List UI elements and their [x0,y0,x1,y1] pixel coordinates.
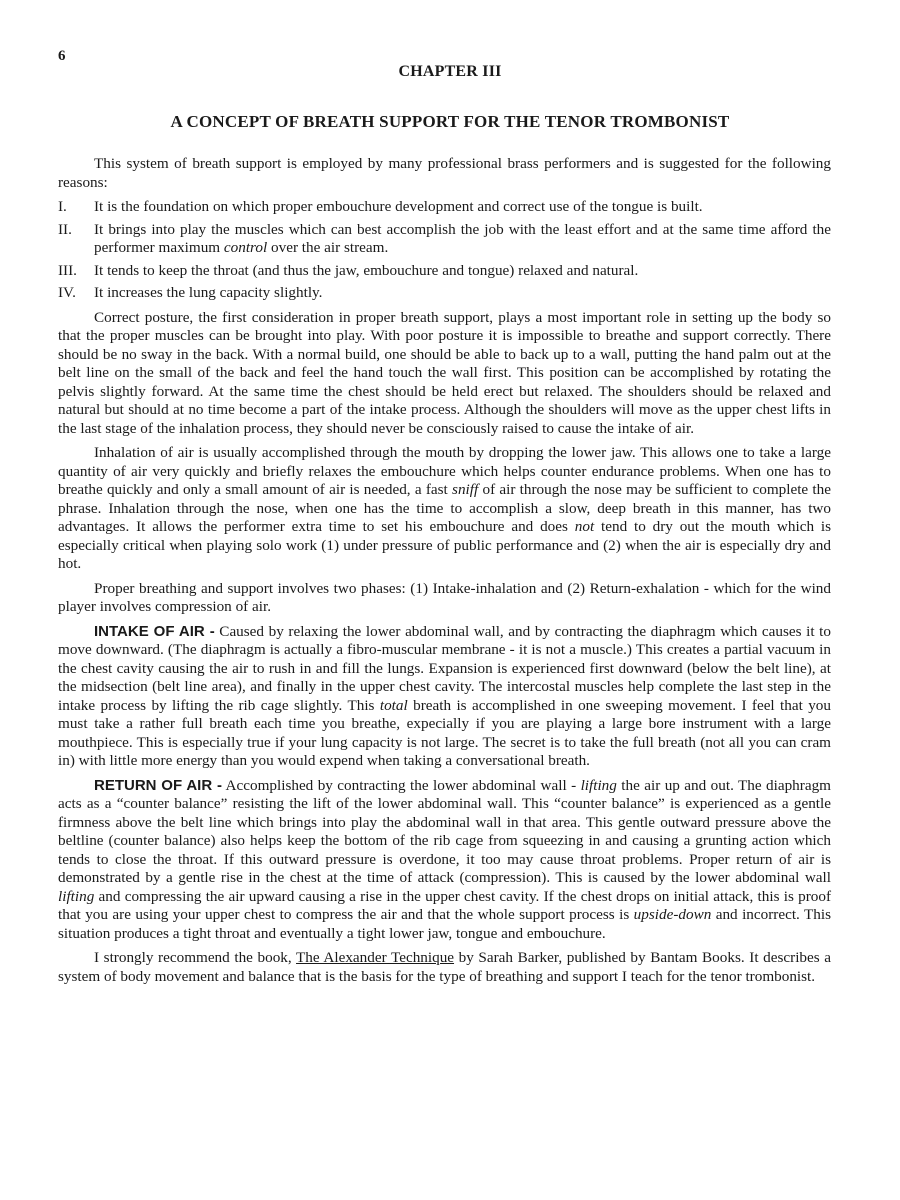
intake-paragraph [58,623,831,771]
list-text [94,221,831,258]
posture-paragraph: Correct posture, the first consideration in proper breath support, plays a most important role in setting up the body so that the proper muscles can be brought into play. With poor posture it is impossible to breathe and support correctly. There should be no sway in the back. With a normal build, one should be able to back up to a wall, putting the hand palm out at the belt line on the small of the back and feel the hand touch the wall first. This position can be accomplished by rotating the pelvis slightly forward. At the same time the chest should be held erect but relaxed. The shoulders should be relaxed and natural but should at no time become a part of the intake process. Although the shoulders will move as the upper chest lifts in the last stage of the inhalation process, they should never be consciously raised to cause the intake of air. [58,308,831,437]
list-item [58,284,831,303]
text-run: breath is accomplished in one sweeping movement. I feel that you must take a rather full breath each time you breathe, expecially if you are playing a large bore instrument with a large mouthpiece. This is especially true if your lung capacity is not large. The secret is to take the full breath (not all you can cram in) with little more energy than you would expend when taking a conversational breath. [58,696,831,769]
recommendation-paragraph [58,949,831,986]
body-text [58,155,831,992]
text-run: I strongly recommend the book, [94,949,297,966]
book-title: The Alexander Technique [296,949,455,966]
text-run: over the air stream. [267,239,389,256]
emphasis-text: lifting [58,887,95,905]
list-number: II. [58,220,72,238]
text-run: by Sarah Barker, published by Bantam Books. It describes a system of body movement and balance that is the basis for the type of breathing and support I teach for the tenor trombonist. [58,949,832,985]
list-number: IV. [58,284,76,301]
text-run: Inhalation of air is usually accomplished through the mouth by dropping the lower jaw. This allows one to take a large quantity of air very quickly and briefly relaxes the embouchure which helps counter endurance problems. When one has to breathe quickly and only a small amount of air is needed, a fast [58,444,831,498]
list-text: It increases the lung capacity slightly. [94,284,323,301]
list-number: III. [58,261,77,279]
section-heading: INTAKE OF AIR - [94,622,215,640]
list-text: It tends to keep the throat (and thus the jaw, embouchure and tongue) relaxed and natural. [94,261,639,279]
page-title: A CONCEPT OF BREATH SUPPORT FOR THE TENOR TROMBONIST [170,112,730,131]
emphasis-text: upside-down [633,906,712,923]
phases-paragraph: Proper breathing and support involves two phases: (1) Intake-inhalation and (2) Return-exhalation - which for the wind player involves compression of air. [58,579,831,615]
text-run: Accomplished by contracting the lower abdominal wall - [221,776,581,794]
list-item [58,262,831,281]
section-heading: RETURN OF AIR - [94,776,222,794]
reasons-list [58,198,831,303]
text-run: It brings into play the muscles which can best accomplish the job with the least effort and at the same time afford the performer maximum [94,220,831,256]
text-run: of air through the nose may be sufficient to complete the phrase. Inhalation through the nose, when one has the time to accomplish a slow, deep breath in this manner, has two advantages. It allows the performer extra time to set his embouchure and does [58,481,831,535]
return-paragraph [58,777,831,944]
text-run: the air up and out. The diaphragm acts as a “counter balance” resisting the lift of the lower abdominal wall. This “counter balance” is experienced as a gentle firmness above the belt line which brings into play the abdominal wall in that area. This gentle outward pressure above the beltline (counter balance) also helps keep the bottom of the rib cage from squeezing in and causing a grunting action which tends to close the throat. If this outward pressure is overdone, it too may cause throat problems. Proper return of air is demonstrated by a gentle rise in the chest at the time of attack (compression). This is caused by the lower abdominal wall [58,776,831,886]
emphasis-text: sniff [452,481,479,498]
page-number: 6 [58,48,66,64]
list-text: It is the foundation on which proper embouchure development and correct use of the tongue is built. [94,198,703,215]
emphasis-text: lifting [580,776,617,794]
emphasis-text: not [574,518,595,535]
list-number: I. [58,198,67,215]
emphasis-text: control [223,239,268,256]
intro-paragraph: This system of breath support is employed by many professional brass performers and is suggested for the following reasons: [58,155,831,191]
emphasis-text: total [379,696,408,714]
text-run: and compressing the air upward causing a rise in the upper chest cavity. If the chest drops on initial attack, this is proof that you are using your upper chest to compress the air and that the whole support process is [58,887,831,923]
chapter-heading: CHAPTER III [398,63,502,80]
list-item [58,198,831,217]
text-run: Caused by relaxing the lower abdominal wall, and by contracting the diaphragm which causes it to move downward. (The diaphragm is actually a fibro-muscular membrane - it is not a muscle.) This creates a partial vacuum in the chest cavity causing the air to rush in and fill the lungs. Expansion is experienced first downward (below the belt line), at the midsection (belt line area), and finally in the upper chest cavity. The intercostal muscles help complete the last step in the intake process by lifting the rib cage slightly. This [58,622,831,714]
text-run: and incorrect. This situation produces a tight throat and eventually a tight lower jaw, tongue and embouchure. [58,906,831,942]
list-item [58,221,831,258]
inhalation-paragraph [58,444,831,574]
text-run: tend to dry out the mouth which is especially critical when playing solo work (1) under pressure of public performance and (2) when the air is especially dry and hot. [58,518,832,572]
